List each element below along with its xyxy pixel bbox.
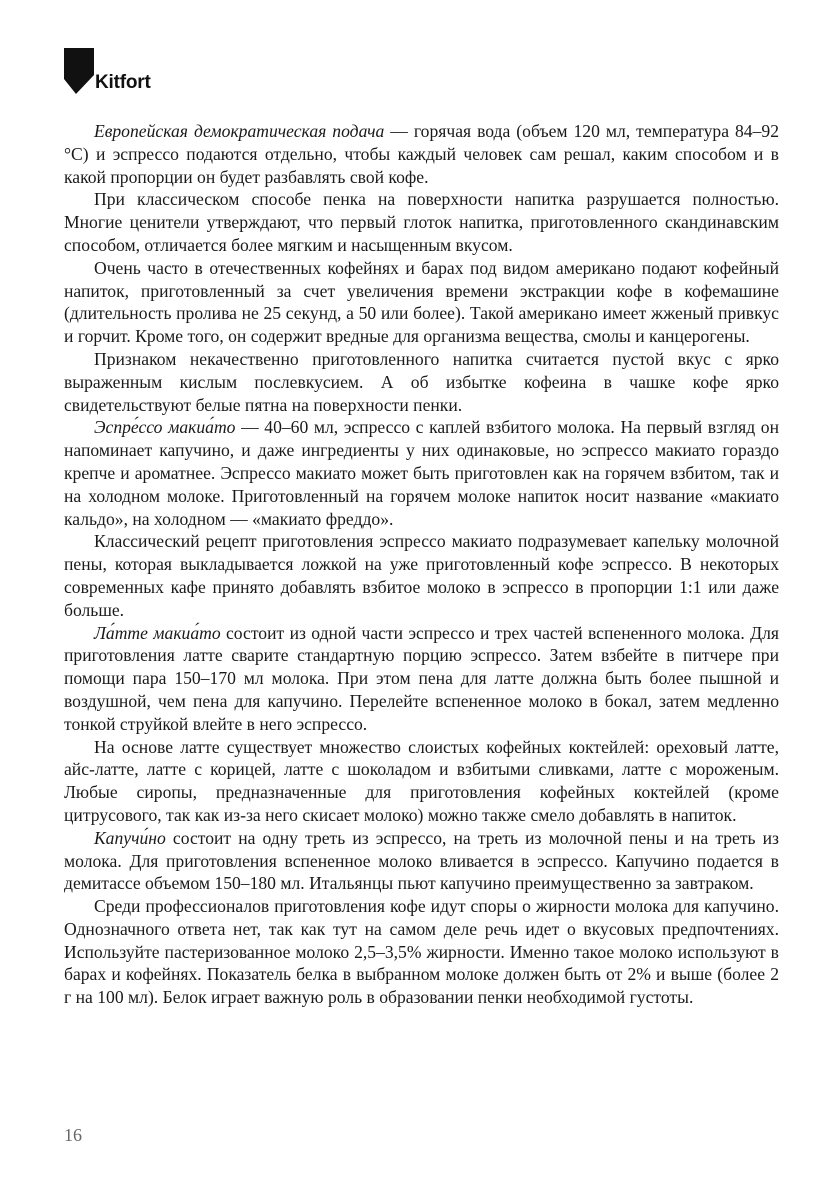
kitfort-logo-icon xyxy=(64,48,94,94)
paragraph-text: — 40–60 мл, эспрессо с каплей взбитого молока. На первый взгляд он напоминает капучино, и даже ингредиенты у них одинаковые, но эспрессо макиато гораздо крепче и ароматнее. Эспрессо макиато может быть приготовлен как на горячем взбитом, так и на холодном молоке. Приготовленный на горячем молоке напиток носит название «макиато кальдо», на холодном — «макиато фреддо». xyxy=(64,417,779,529)
page-number: 16 xyxy=(64,1125,82,1145)
term-italic: Ла́тте макиа́то xyxy=(94,622,221,643)
paragraph-text: Классический рецепт приготовления эспрессо макиато подразумевает капельку молочной пены, которая выкладывается ложкой на уже приготовленный кофе эспрессо. В некоторых современных кафе принято добавлять взбитое молоко в эспрессо в пропорции 1:1 или даже больше. xyxy=(64,531,779,620)
term-italic: Капучи́но xyxy=(94,827,166,848)
paragraph-text: При классическом способе пенка на поверхности напитка разрушается полностью. Многие ценители утверждают, что первый глоток напитка, приготовленного скандинавским способом, отличается более мягким и насыщенным вкусом. xyxy=(64,189,779,255)
paragraph-text: — горячая вода (объем 120 мл, температура 84–92 °C) и эспрессо подаются отдельно, чтобы каждый человек сам решал, каким способом и в какой пропорции он будет разбавлять свой кофе. xyxy=(64,121,779,187)
paragraph xyxy=(64,530,779,621)
paragraph-text: состоит из одной части эспрессо и трех частей вспененного молока. Для приготовления латте сварите стандартную порцию эспрессо. Затем взбейте в питчере при помощи пара 150–170 мл молока. При этом пена для латте должна быть более пышной и воздушной, чем пена для капучино. Перелейте вспененное молоко в бокал, затем медленно тонкой струйкой влейте в него эспрессо. xyxy=(64,622,779,734)
paragraph-text: Очень часто в отечественных кофейнях и барах под видом американо подают кофейный напиток, приготовленный за счет увеличения времени экстракции кофе в кофемашине (длительность пролива не 25 секунд, а 50 или более). Такой американо имеет жженый привкус и горчит. Кроме того, он содержит вредные для организма вещества, смолы и канцерогены. xyxy=(64,257,779,347)
paragraph xyxy=(64,257,779,348)
article-body xyxy=(64,120,779,1009)
paragraph xyxy=(64,895,779,1009)
paragraph xyxy=(64,120,779,188)
paragraph xyxy=(64,827,779,895)
paragraph-text: состоит на одну треть из эспрессо, на треть из молочной пены и на треть из молока. Для приготовления вспененное молоко вливается в эспрессо. Капучино подается в демитассе объемом 150–180 мл. Итальянцы пьют капучино преимущественно за завтраком. xyxy=(64,827,779,894)
kitfort-logo xyxy=(64,48,151,94)
paragraph xyxy=(64,736,779,827)
paragraph xyxy=(64,188,779,256)
logo-text: Kitfort xyxy=(95,72,151,93)
paragraph xyxy=(64,416,779,530)
paragraph xyxy=(64,348,779,416)
paragraph-text: На основе латте существует множество слоистых кофейных коктейлей: ореховый латте, айс-латте, латте с корицей, латте с шоколадом и взбитыми сливками, латте с мороженым. Любые сиропы, предназначенные для приготовления кофейных коктейлей (кроме цитрусового, так как из-за него скисает молоко) можно также смело добавлять в напиток. xyxy=(64,736,779,825)
term-italic: Европейская демократическая подача xyxy=(94,121,385,141)
paragraph-text: Среди профессионалов приготовления кофе идут споры о жирности молока для капучино. Однозначного ответа нет, так как тут на самом деле речь идет о вкусовых предпочтениях. Используйте пастеризованное молоко 2,5–3,5% жирности. Именно такое молоко используют в барах и кофейнях. Показатель белка в выбранном молоке должен быть от 2% и выше (более 2 г на 100 мл). Белок играет важную роль в образовании пенки необходимой густоты. xyxy=(64,896,779,1008)
paragraph-text: Признаком некачественно приготовленного напитка считается пустой вкус с ярко выраженным кислым послевкусием. А об избытке кофеина в чашке кофе ярко свидетельствуют белые пятна на поверхности пенки. xyxy=(64,348,779,415)
term-italic: Эспре́ссо макиа́то xyxy=(94,417,236,438)
paragraph xyxy=(64,622,779,736)
